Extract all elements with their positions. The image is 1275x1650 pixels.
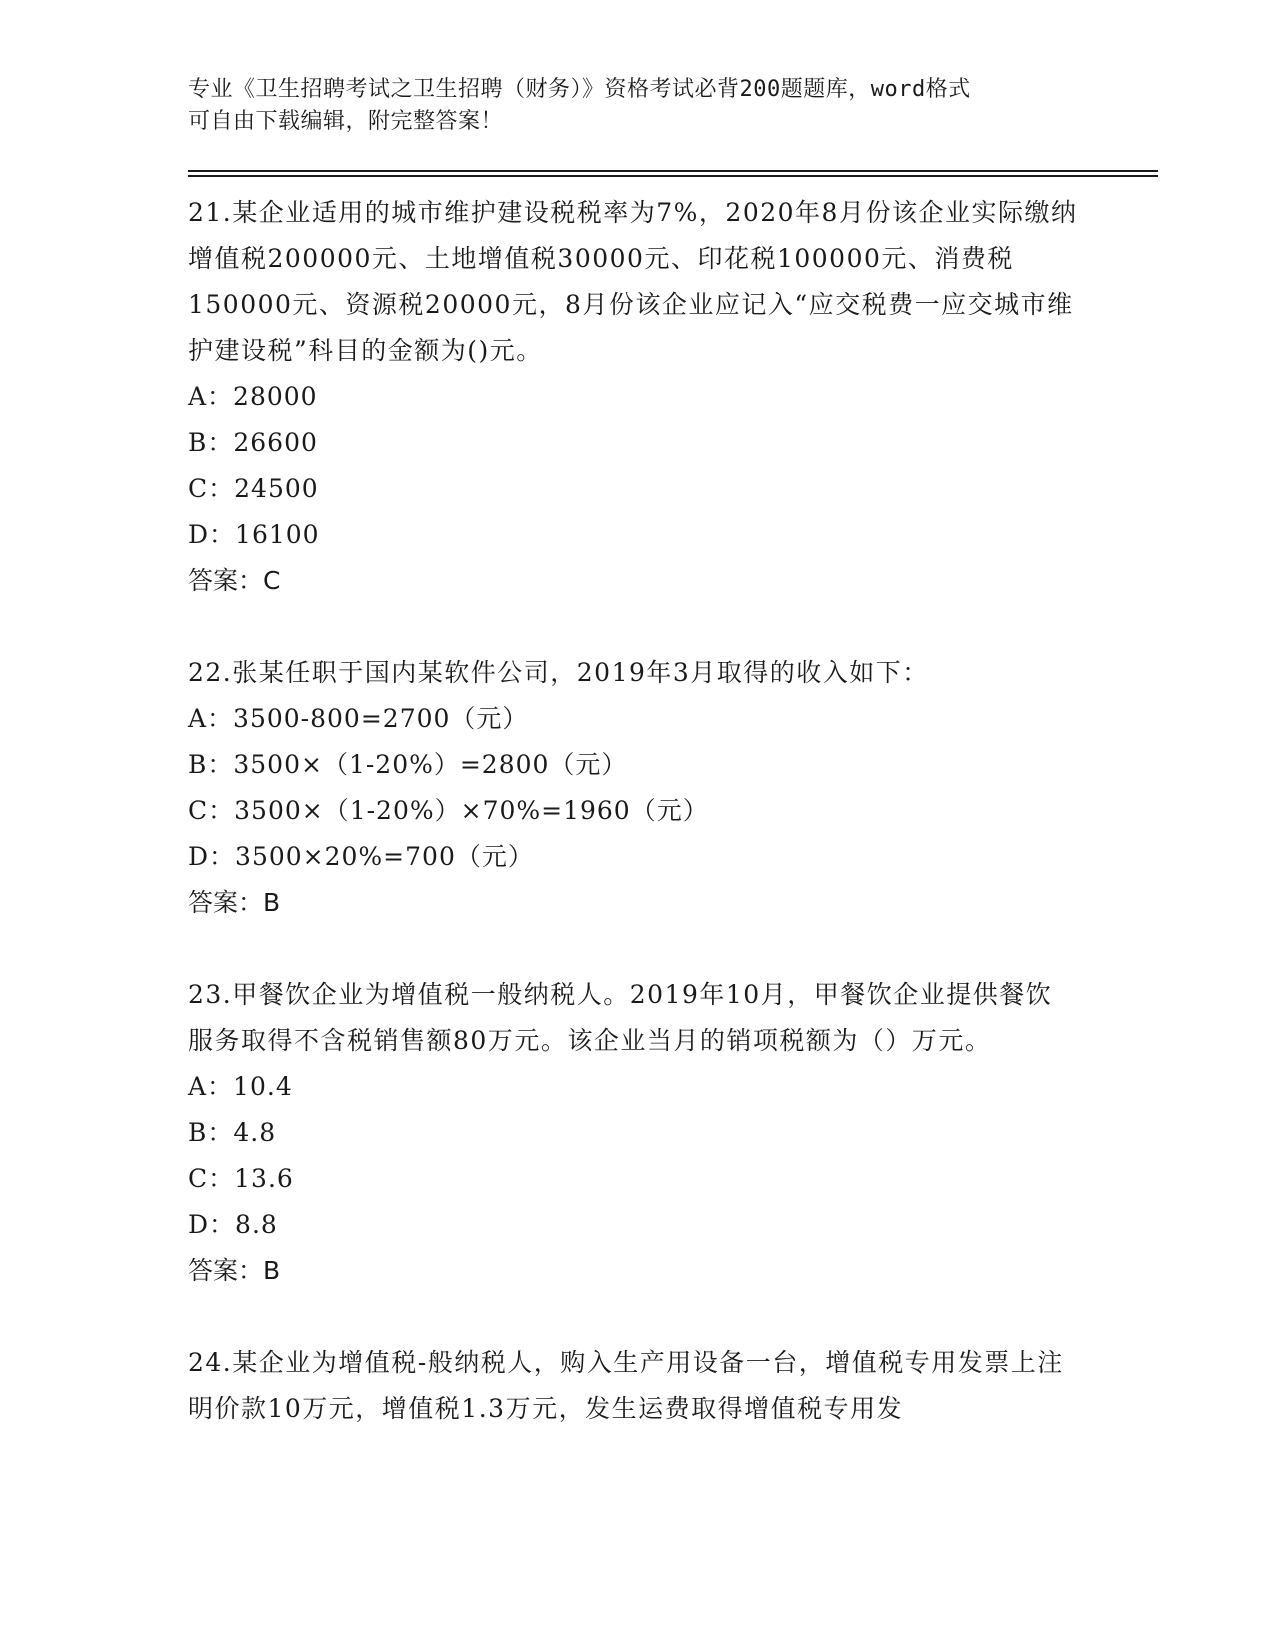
- header-divider-bottom: [188, 175, 1158, 177]
- question-21: [188, 190, 1078, 604]
- option-c: C：24500: [188, 474, 319, 503]
- option-b: B：3500×（1-20%）=2800（元）: [188, 750, 628, 779]
- question-24: [188, 1340, 1078, 1432]
- question-stem: 23.甲餐饮企业为增值税一般纳税人。2019年10月，甲餐饮企业提供餐饮服务取得不含税销售额80万元。该企业当月的销项税额为（）万元。: [188, 980, 1053, 1055]
- question-22: [188, 650, 1078, 926]
- option-a: A：10.4: [188, 1072, 293, 1101]
- option-c: C：13.6: [188, 1164, 294, 1193]
- option-a: A：3500-800=2700（元）: [188, 704, 529, 733]
- question-stem: 24.某企业为增值税-般纳税人，购入生产用设备一台，增值税专用发票上注明价款10万元，增值税1.3万元，发生运费取得增值税专用发: [188, 1348, 1064, 1423]
- question-spacer: [188, 1294, 1078, 1340]
- answer: 答案：C: [188, 566, 281, 595]
- answer: 答案：B: [188, 888, 281, 917]
- header-divider-top: [188, 170, 1158, 172]
- question-23: [188, 972, 1078, 1294]
- question-spacer: [188, 604, 1078, 650]
- option-b: B：26600: [188, 428, 318, 457]
- document-header: [188, 74, 1068, 138]
- header-line-1: 专业《卫生招聘考试之卫生招聘（财务）》资格考试必背200题题库，word格式: [188, 77, 971, 102]
- option-d: D：8.8: [188, 1210, 278, 1239]
- answer: 答案：B: [188, 1256, 281, 1285]
- question-spacer: [188, 926, 1078, 972]
- option-d: D：16100: [188, 520, 320, 549]
- option-c: C：3500×（1-20%）×70%=1960（元）: [188, 796, 709, 825]
- header-line-2: 可自由下载编辑，附完整答案！: [188, 109, 504, 134]
- option-a: A：28000: [188, 382, 318, 411]
- option-d: D：3500×20%=700（元）: [188, 842, 534, 871]
- option-b: B：4.8: [188, 1118, 277, 1147]
- question-stem: 21.某企业适用的城市维护建设税税率为7%，2020年8月份该企业实际缴纳增值税200000元、土地增值税30000元、印花税100000元、消费税150000元、资源税20000元，8月份该企业应记入“应交税费一应交城市维护建设税”科目的金额为()元。: [188, 198, 1078, 365]
- question-list: [188, 190, 1078, 1432]
- question-stem: 22.张某任职于国内某软件公司，2019年3月取得的收入如下：: [188, 658, 929, 687]
